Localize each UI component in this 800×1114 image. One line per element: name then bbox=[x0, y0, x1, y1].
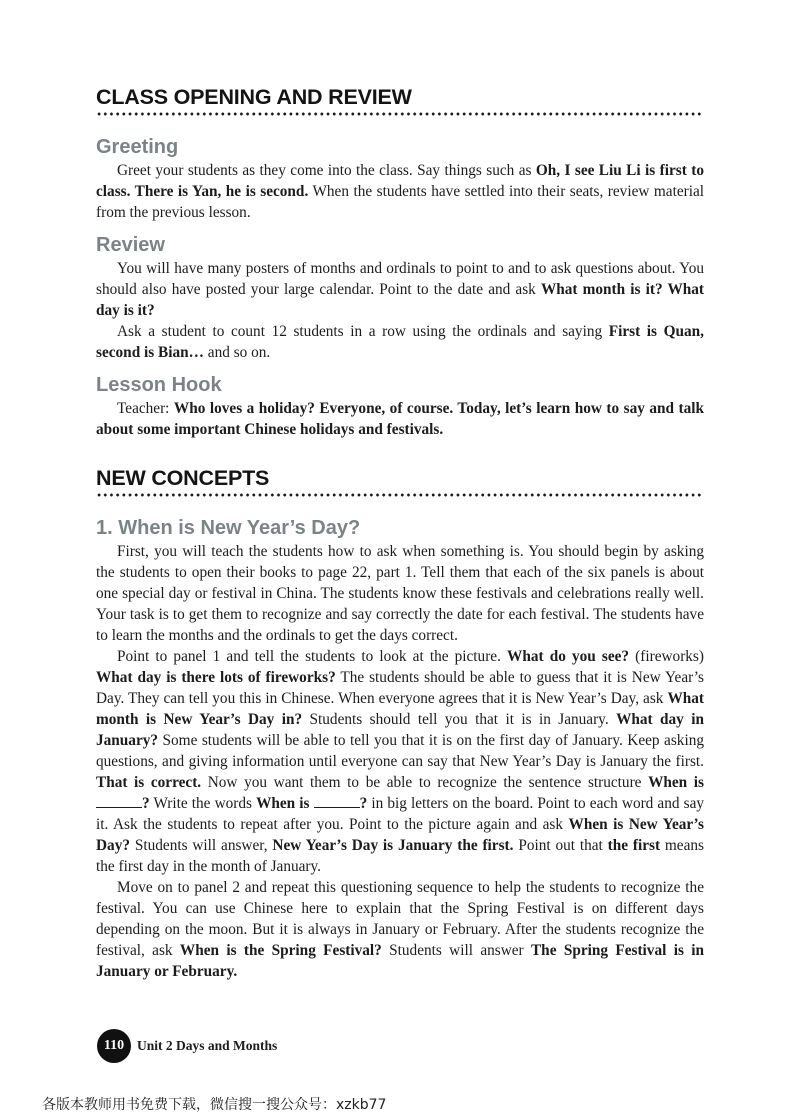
text: and so on. bbox=[203, 344, 271, 361]
text: Move on to panel 2 and repeat this questioning sequence to help the students to recognize the festival. You can use Chinese here to explain that the Spring Festival is on different days depending on the moon. But it is always in January or February. After the students recognize the festival, ask bbox=[96, 879, 704, 959]
text: Students should tell you that it is in January. bbox=[302, 711, 617, 728]
text: First, you will teach the students how to ask when something is. You should begin by asking the students to open their books to page 22, part 1. Tell them that each of the six panels is about one special day or festival in China. The students know these festivals and celebrations really well. Your task is to get them to recognize and say correctly the date for each festival. The students have to learn the months and the ordinals to get the days correct. bbox=[96, 543, 704, 644]
page-content bbox=[96, 82, 704, 982]
text: Students will answer, bbox=[130, 837, 273, 854]
text: (fireworks) bbox=[629, 648, 704, 665]
bold-text: What day in January? bbox=[96, 711, 704, 749]
paragraph-lesson-hook bbox=[96, 398, 704, 440]
bold-text: When is bbox=[256, 795, 314, 812]
paragraph-concepts-1 bbox=[96, 541, 704, 646]
text: Ask a student to count 12 students in a row using the ordinals and saying bbox=[117, 323, 609, 340]
bold-text: The Spring Festival is in January or February. bbox=[96, 942, 704, 980]
bold-text: That is correct. bbox=[96, 774, 202, 791]
section-title-new-concepts: NEW CONCEPTS bbox=[96, 466, 270, 490]
paragraph-greeting bbox=[96, 160, 704, 223]
bold-text: ? bbox=[142, 795, 150, 812]
watermark-text: 各版本教师用书免费下载，微信搜一搜公众号：xzkb77 bbox=[42, 1097, 387, 1113]
paragraph-concepts-3 bbox=[96, 877, 704, 982]
bold-text: When is the Spring Festival? bbox=[179, 942, 382, 959]
text: You will have many posters of months and ordinals to point to and to ask questions about. You should also have posted your large calendar. Point to the date and ask bbox=[96, 260, 704, 298]
bold-text: Who loves a holiday? Everyone, of course. Today, let’s learn how to say and talk about some important Chinese holidays and festivals. bbox=[96, 400, 704, 438]
text: Now you want them to be able to recognize the sentence structure bbox=[201, 774, 649, 791]
bold-text: What do you see? bbox=[507, 648, 630, 665]
unit-label: Unit 2 Days and Months bbox=[137, 1038, 278, 1053]
bold-text: What month is New Year’s Day in? bbox=[96, 690, 704, 728]
page-number-badge: 110 bbox=[97, 1029, 131, 1063]
heading-review: Review bbox=[96, 234, 165, 256]
text: Some students will be able to tell you that it is on the first day of January. Keep asking questions, and giving information until everyone can say that New Year’s Day is January the first. bbox=[96, 732, 704, 770]
bold-text: When is New Year’s Day? bbox=[96, 816, 704, 854]
heading-new-years-day: 1. When is New Year’s Day? bbox=[96, 517, 361, 539]
text: Greet your students as they come into the class. Say things such as bbox=[117, 162, 536, 179]
text: Point out that bbox=[513, 837, 608, 854]
bold-text: Oh, I see Liu Li is first to class. There is Yan, he is second. bbox=[96, 162, 704, 200]
dotted-divider bbox=[96, 112, 702, 116]
text: in big letters on the board. Point to each word and say it. Ask the students to repeat after you. Point to the picture again and ask bbox=[96, 795, 705, 833]
paragraph-concepts-2 bbox=[96, 646, 704, 877]
text: Write the words bbox=[149, 795, 257, 812]
bold-text: the first bbox=[607, 837, 661, 854]
paragraph-review-2 bbox=[96, 321, 704, 363]
heading-lesson-hook: Lesson Hook bbox=[96, 374, 222, 396]
text: When the students have settled into their seats, review material from the previous lesson. bbox=[96, 183, 704, 221]
paragraph-review-1 bbox=[96, 258, 704, 321]
text: Point to panel 1 and tell the students to look at the picture. bbox=[117, 648, 508, 665]
text: Teacher: bbox=[117, 400, 174, 417]
section-new-concepts bbox=[96, 463, 704, 982]
fill-in-blank bbox=[314, 795, 360, 808]
text: Students will answer bbox=[381, 942, 531, 959]
text: means the first day in the month of January. bbox=[96, 837, 704, 875]
bold-text: New Year’s Day is January the first. bbox=[272, 837, 514, 854]
text: The students should be able to guess that it is New Year’s Day. They can tell you this in Chinese. When everyone agrees that it is New Year’s Day, ask bbox=[96, 669, 704, 707]
bold-text: When is bbox=[648, 774, 704, 791]
bold-text: First is Quan, second is Bian… bbox=[96, 323, 704, 361]
page-footer bbox=[97, 1029, 277, 1063]
bold-text: What day is there lots of fireworks? bbox=[96, 669, 336, 686]
fill-in-blank bbox=[96, 795, 142, 808]
bold-text: What month is it? What day is it? bbox=[96, 281, 704, 319]
heading-greeting: Greeting bbox=[96, 136, 179, 158]
dotted-divider bbox=[96, 493, 702, 497]
section-title-class-opening: CLASS OPENING AND REVIEW bbox=[96, 85, 412, 109]
section-class-opening bbox=[96, 82, 704, 440]
bold-text: ? bbox=[359, 795, 368, 812]
